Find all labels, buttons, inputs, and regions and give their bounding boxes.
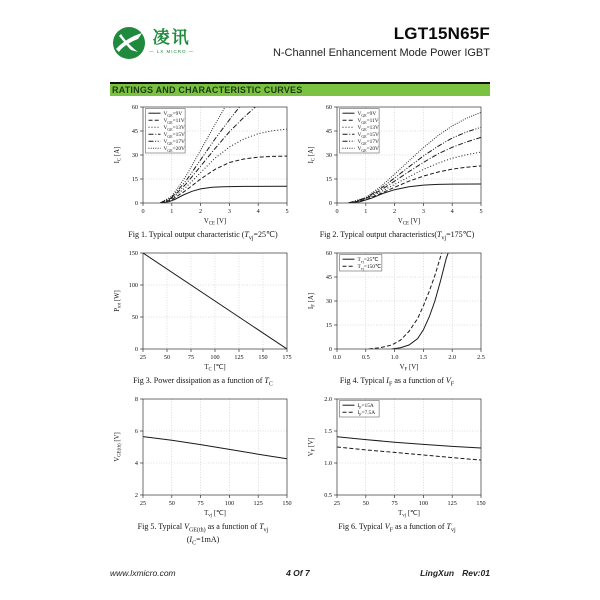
fig6-cell xyxy=(304,392,490,548)
svg-text:0: 0 xyxy=(335,208,339,215)
svg-text:VGE​=9V: $V_{GE}=9V$ xyxy=(163,111,183,118)
svg-text:VGE​=15V: $V_{GE}=15V$ xyxy=(357,132,379,139)
svg-text:VGE(th)​ [V]: $V_{GE(th)}$ [V] xyxy=(114,432,123,462)
svg-text:VCE​ [V]: $V_{CE}$ [V] xyxy=(397,218,421,227)
svg-text:45: 45 xyxy=(325,274,332,282)
fig5-vgeth-vs-tvj-chart xyxy=(110,392,296,522)
svg-text:30: 30 xyxy=(325,298,332,306)
fig6-caption: Fig 6. Typical $V_F$ as a function of $T_{vj}$ xyxy=(338,522,456,534)
svg-text:45: 45 xyxy=(325,128,332,136)
svg-text:VGE​=17V: $V_{GE}=17V$ xyxy=(357,139,379,146)
title-block xyxy=(273,24,490,59)
svg-text:VGE​=13V: $V_{GE}=13V$ xyxy=(357,125,379,132)
svg-text:5: 5 xyxy=(479,208,483,215)
svg-text:VGE​=11V: $V_{GE}=11V$ xyxy=(163,118,185,125)
page-footer xyxy=(110,568,490,578)
svg-text:1.0: 1.0 xyxy=(390,354,399,362)
svg-text:2.0: 2.0 xyxy=(324,396,332,404)
svg-text:Ptot​ [W]: $P_{tot}$ [W] xyxy=(114,290,123,312)
fig1-caption: Fig 1. Typical output characteristic $(T_{vj}=25℃)$ xyxy=(128,230,278,242)
svg-text:30: 30 xyxy=(325,152,332,160)
svg-text:150: 150 xyxy=(476,500,486,508)
svg-text:VF​ [V]: $V_F$ [V] xyxy=(308,437,317,457)
svg-text:4: 4 xyxy=(134,460,138,468)
svg-text:VF​ [V]: $V_F$ [V] xyxy=(399,364,419,373)
fig4-if-vs-vf-chart xyxy=(304,246,490,376)
svg-text:IF​=7.5A: $I_F=7.5A$ xyxy=(357,410,376,417)
fig4-caption: Fig 4. Typical $I_F$ as a function of $V_F$ xyxy=(339,376,455,388)
fig1-output-characteristic-25c-chart xyxy=(110,100,296,230)
svg-text:75: 75 xyxy=(391,500,398,508)
svg-text:0: 0 xyxy=(134,200,138,208)
fig6-vf-vs-tvj-chart xyxy=(304,392,490,522)
page-header xyxy=(110,0,490,80)
svg-text:0.0: 0.0 xyxy=(333,354,341,362)
svg-text:IF​=15A: $I_F=15A$ xyxy=(357,403,374,410)
fig4-cell xyxy=(304,246,490,389)
svg-text:125: 125 xyxy=(234,354,244,362)
svg-text:125: 125 xyxy=(253,500,263,508)
svg-text:50: 50 xyxy=(168,500,175,508)
svg-text:25: 25 xyxy=(333,500,341,508)
svg-text:100: 100 xyxy=(128,282,138,290)
logo-mark-icon xyxy=(112,26,146,60)
svg-text:3: 3 xyxy=(421,208,425,215)
svg-text:2.5: 2.5 xyxy=(477,354,485,362)
footer-page-number: 4 Of 7 xyxy=(286,568,310,578)
logo-cn-label: 凌讯 xyxy=(152,28,191,48)
svg-text:15: 15 xyxy=(131,176,138,184)
svg-text:VCE​ [V]: $V_{CE}$ [V] xyxy=(203,218,227,227)
section-header-bar xyxy=(110,82,490,96)
svg-text:0.5: 0.5 xyxy=(324,492,332,500)
svg-text:2: 2 xyxy=(393,208,397,215)
footer-website: www.lxmicro.com xyxy=(110,568,176,578)
svg-text:175: 175 xyxy=(282,354,292,362)
logo-text xyxy=(149,30,194,54)
svg-text:VGE​=15V: $V_{GE}=15V$ xyxy=(163,132,185,139)
logo-en-label: — LX MICRO — xyxy=(149,48,195,54)
svg-text:VGE​=9V: $V_{GE}=9V$ xyxy=(357,111,377,118)
svg-text:Tvj​ [℃]: $T_{vj}$ [℃] xyxy=(398,510,420,519)
svg-text:50: 50 xyxy=(163,354,171,362)
product-title: LGT15N65F xyxy=(393,24,490,43)
fig5-cell xyxy=(110,392,296,548)
svg-text:45: 45 xyxy=(131,128,138,136)
svg-text:1: 1 xyxy=(364,208,368,215)
svg-text:125: 125 xyxy=(447,500,457,508)
svg-text:0: 0 xyxy=(141,208,145,215)
svg-text:TC​ [℃]: $T_C$ [℃] xyxy=(204,364,226,373)
svg-text:100: 100 xyxy=(210,354,220,362)
footer-revision xyxy=(420,568,490,578)
product-subtitle: N-Channel Enhancement Mode Power IGBT xyxy=(272,47,490,59)
svg-text:VGE​=20V: $V_{GE}=20V$ xyxy=(163,146,185,153)
svg-text:75: 75 xyxy=(197,500,204,508)
svg-text:Tvj​=25℃: $T_{vj}=25℃$ xyxy=(357,257,379,264)
svg-text:1.5: 1.5 xyxy=(419,354,428,362)
svg-text:VGE​=17V: $V_{GE}=17V$ xyxy=(163,139,185,146)
svg-text:Tvj​=150℃: $T_{vj}=150℃$ xyxy=(357,264,381,271)
svg-text:3: 3 xyxy=(227,208,231,215)
fig2-caption: Fig 2. Typical output $characteristics(T_{vj}=175℃)$ xyxy=(319,230,475,242)
svg-text:60: 60 xyxy=(131,104,138,112)
footer-rev-label: Rev:01 xyxy=(462,568,490,578)
svg-text:1.5: 1.5 xyxy=(324,428,332,436)
svg-text:2: 2 xyxy=(134,492,138,500)
svg-text:15: 15 xyxy=(325,322,332,330)
company-logo xyxy=(112,26,194,60)
footer-brand: LingXun xyxy=(420,568,455,578)
svg-text:60: 60 xyxy=(325,250,332,258)
svg-text:VGE​=20V: $V_{GE}=20V$ xyxy=(357,146,379,153)
fig5-caption-line2: $(I_C=1mA)$ xyxy=(186,535,220,547)
svg-text:1: 1 xyxy=(170,208,174,215)
fig3-caption: Fig 3. Power dissipation as a function of $T_C$ xyxy=(133,376,273,388)
svg-text:1.0: 1.0 xyxy=(324,460,332,468)
fig3-cell xyxy=(110,246,296,389)
svg-text:2.0: 2.0 xyxy=(448,354,457,362)
svg-text:0.5: 0.5 xyxy=(361,354,370,362)
svg-text:4: 4 xyxy=(450,208,454,215)
svg-text:15: 15 xyxy=(325,176,332,184)
svg-text:VGE​=13V: $V_{GE}=13V$ xyxy=(163,125,185,132)
svg-text:25: 25 xyxy=(139,354,147,362)
svg-text:IC​ [A]: $I_C$ [A] xyxy=(308,146,317,164)
section-title: RATINGS AND CHARACTERISTIC CURVES xyxy=(112,85,303,95)
svg-text:100: 100 xyxy=(418,500,429,508)
svg-text:2: 2 xyxy=(199,208,203,215)
svg-text:150: 150 xyxy=(128,250,138,258)
svg-text:0: 0 xyxy=(328,200,332,208)
charts-grid xyxy=(110,100,490,551)
svg-text:5: 5 xyxy=(285,208,289,215)
svg-text:IF​ [A]: $I_F$ [A] xyxy=(308,293,317,310)
fig5-caption: Fig 5. Typical $V_{GE(th)}$ as a function of $T_{vj}$ xyxy=(137,522,269,534)
svg-text:30: 30 xyxy=(131,152,138,160)
svg-text:25: 25 xyxy=(139,500,147,508)
fig2-cell xyxy=(304,100,490,243)
svg-text:0: 0 xyxy=(134,346,138,354)
svg-text:4: 4 xyxy=(256,208,260,215)
svg-text:60: 60 xyxy=(325,104,332,112)
svg-text:75: 75 xyxy=(187,354,195,362)
svg-text:50: 50 xyxy=(362,500,369,508)
svg-text:IC​ [A]: $I_C$ [A] xyxy=(114,146,123,164)
svg-text:150: 150 xyxy=(282,500,292,508)
svg-text:Tvj​ [℃]: $T_{vj}$ [℃] xyxy=(204,510,226,519)
fig1-cell xyxy=(110,100,296,243)
fig2-output-characteristic-175c-chart xyxy=(304,100,490,230)
svg-text:100: 100 xyxy=(224,500,235,508)
svg-text:6: 6 xyxy=(134,428,138,436)
svg-text:8: 8 xyxy=(134,396,138,404)
fig3-power-dissipation-chart xyxy=(110,246,296,376)
datasheet-page xyxy=(110,0,490,600)
svg-text:150: 150 xyxy=(258,354,268,362)
svg-text:0: 0 xyxy=(328,346,332,354)
svg-text:VGE​=11V: $V_{GE}=11V$ xyxy=(357,118,379,125)
svg-text:50: 50 xyxy=(131,314,138,322)
